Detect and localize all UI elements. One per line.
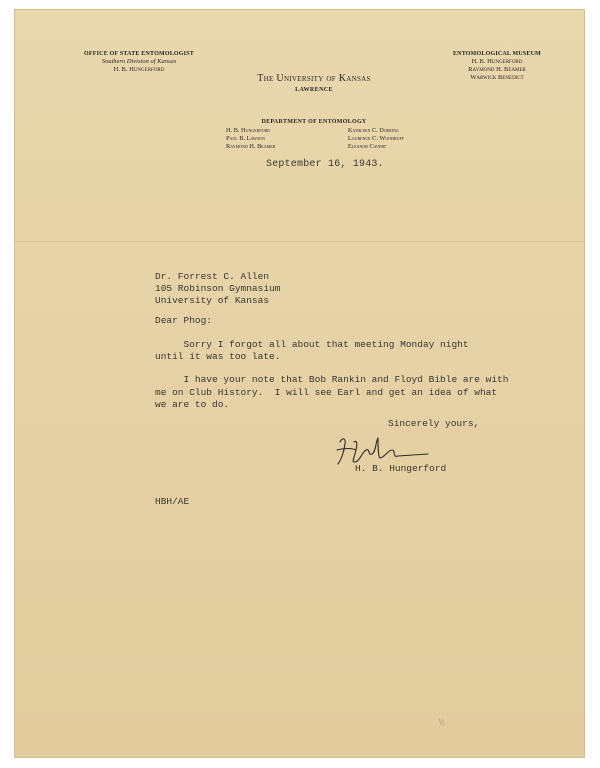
state-entomologist-name: H. B. Hungerford [113,66,165,73]
department-staff-left [224,127,275,151]
signer-name: H. B. Hungerford [355,463,447,474]
typist-initials: HBH/AE [155,496,190,507]
letter-sheet [14,9,585,758]
department-title: DEPARTMENT OF ENTOMOLOGY [261,119,367,125]
university-name: The University of Kansas [257,73,371,84]
salutation: Dear Phog: [155,315,213,326]
department-staff-name: Raymond H. Beamer [226,143,276,150]
letter-date: September 16, 1943. [266,159,384,170]
museum-staff-name: Warwick Benedict [470,74,524,81]
department-staff-name: Paul B. Lawson [226,135,265,142]
state-entomologist-subtitle: Southern Division of Kansas [101,58,177,65]
letterhead-left-block [54,50,224,74]
department-staff-name: H. B. Hungerford [226,127,271,134]
address-line: 105 Robinson Gymnasium [155,283,281,294]
body-paragraph-1: Sorry I forgot all about that meeting Monday night until it was too late. [155,339,469,362]
department-staff-name: Kathleen C. Doering [347,127,399,134]
body-paragraph-2: I have your note that Bob Rankin and Floyd Bible are with me on Club History. I will see Earl and get an idea of what we are to do. [155,374,509,410]
address-line: Dr. Forrest C. Allen [155,271,270,282]
department-staff-name: Eleanor Cavert [347,143,387,150]
museum-title: ENTOMOLOGICAL MUSEUM [452,51,542,57]
letterhead-center-block [214,73,414,93]
department-block [224,118,404,151]
closing: Sincerely yours, [388,418,480,429]
recipient-address [155,271,280,307]
museum-staff-name: Raymond H. Beamer [468,66,526,73]
university-city: LAWRENCE [295,87,333,93]
paper-fold-line [14,241,585,242]
address-line: University of Kansas [155,295,270,306]
letterhead-right-block [442,50,552,82]
paper-mark [438,717,446,727]
department-staff-name: Laurence C. Woodruff [347,135,404,142]
state-entomologist-title: OFFICE OF STATE ENTOMOLOGIST [84,51,194,57]
department-staff-right [348,127,404,151]
museum-staff-name: H. B. Hungerford [471,58,523,65]
